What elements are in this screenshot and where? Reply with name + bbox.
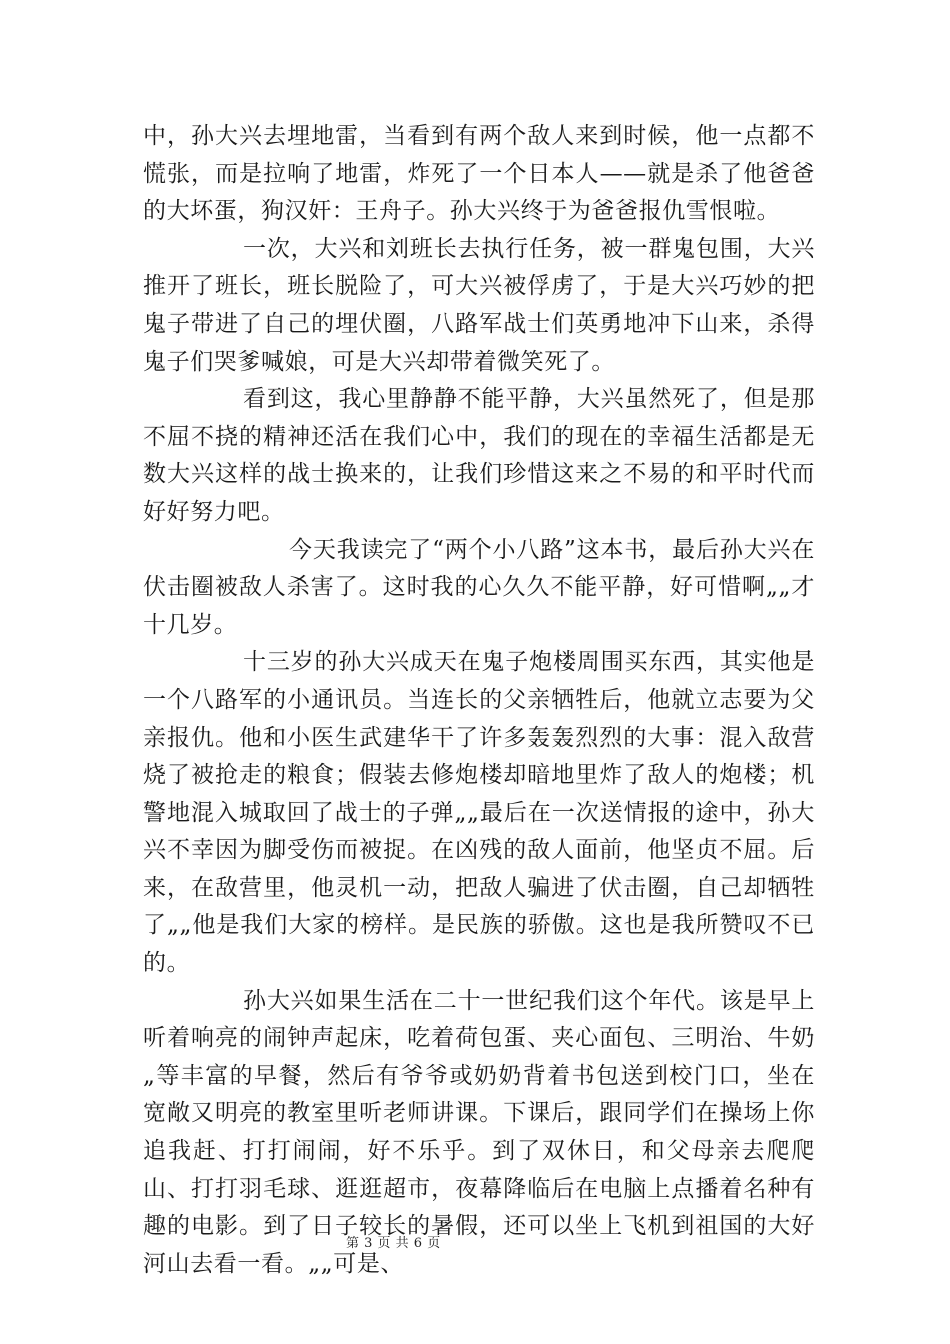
paragraph-3: 看到这，我心里静静不能平静，大兴虽然死了，但是那不屈不挠的精神还活在我们心中，我们的现在的幸福生活都是无数大兴这样的战士换来的，让我们珍惜这来之不易的和平时代而好好努力吧。 (143, 386, 815, 525)
page-number-footer: 第 3 页 共 6 页 (346, 1236, 441, 1251)
paragraph-4: 今天我读完了“两个小八路”这本书，最后孙大兴在伏击圈被敌人杀害了。这时我的心久久不能平静，好可惜啊„„才十几岁。 (143, 536, 815, 638)
paragraph-2: 一次，大兴和刘班长去执行任务，被一群鬼包围，大兴推开了班长，班长脱险了，可大兴被俘虏了，于是大兴巧妙的把鬼子带进了自己的埋伏圈，八路军战士们英勇地冲下山来，杀得鬼子们哭爹喊娘，可是大兴却带着微笑死了。 (143, 235, 815, 375)
paragraph-5: 十三岁的孙大兴成天在鬼子炮楼周围买东西，其实他是一个八路军的小通讯员。当连长的父亲牺牲后，他就立志要为父亲报仇。他和小医生武建华干了许多轰轰烈烈的大事：混入敌营烧了被抢走的粮食；假装去修炮楼却暗地里炸了敌人的炮楼；机警地混入城取回了战士的子弹„„最后在一次送情报的途中，孙大兴不幸因为脚受伤而被捉。在凶残的敌人面前，他坚贞不屈。后来，在敌营里，他灵机一动，把敌人骗进了伏击圈，自己却牺牲了„„他是我们大家的榜样。是民族的骄傲。这也是我所赞叹不已的。 (143, 649, 815, 977)
paragraph-1: 中，孙大兴去埋地雷，当看到有两个敌人来到时候，他一点都不慌张，而是拉响了地雷，炸死了一个日本人——就是杀了他爸爸的大坏蛋，狗汉奸：王舟子。孙大兴终于为爸爸报仇雪恨啦。 (143, 123, 815, 225)
document-body (143, 118, 815, 1283)
paragraph-6: 孙大兴如果生活在二十一世纪我们这个年代。该是早上听着响亮的闹钟声起床，吃着荷包蛋、夹心面包、三明治、牛奶„等丰富的早餐，然后有爷爷或奶奶背着书包送到校门口，坐在宽敞又明亮的教室里听老师讲课。下课后，跟同学们在操场上你追我赶、打打闹闹，好不乐乎。到了双休日，和父母亲去爬爬山、打打羽毛球、逛逛超市，夜幕降临后在电脑上点播着名种有趣的电影。到了日子较长的暑假，还可以坐上飞机到祖国的大好河山去看一看。„„可是、 (143, 987, 815, 1277)
